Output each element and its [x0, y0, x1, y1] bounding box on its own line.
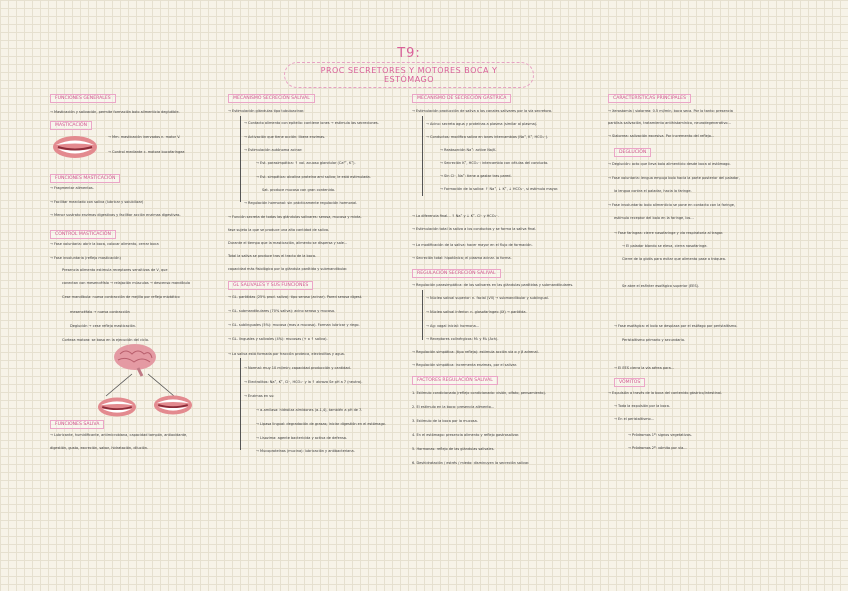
text-line: → Fase voluntaria: abrir la boca, colocar alimento, cerrar boca [50, 242, 159, 246]
heading-caracteristicas: CARACTERÍSTICAS PRINCIPALES [608, 94, 691, 103]
text-line: → Normal: muy 10 ml/min; capacidad producción y cantidad. [244, 366, 351, 370]
heading-factores-regulacion: FACTORES REGULACIÓN SALIVAL [412, 376, 498, 385]
text-line: → Mucoproteínas (mucina): lubricación y antibacteriana. [256, 449, 355, 453]
heading-funciones-saliva: FUNCIONES SALIVA [50, 420, 104, 429]
text-line: → Fase voluntaria: lengua empuja bolo hacia la parte posterior del paladar, [608, 176, 740, 180]
text-line: → GL. parótidas (25% prod. saliva): tipo seroso (acinar). Pared serosa digest. [228, 295, 363, 299]
text-line: → Secreción K⁺, HCO₃⁻: intercambio con células del conducto. [440, 161, 549, 165]
text-line: → Pródromos 1º: signos vegetativos. [628, 433, 692, 437]
text-line: → Regulación parasimpática: de los salivares en las glándulas parótidas y submandibulares. [412, 283, 574, 287]
bracket-line [422, 290, 423, 340]
text-line: → Receptores colinérgicos: M₁ y M₃ (Ach). [426, 337, 499, 341]
text-line: → Control mediante c. motora bucofaríngea [108, 150, 185, 154]
text-line: → Toda la expulsión por la boca. [614, 404, 670, 408]
text-line: → Función secreta de todas las glándulas salivares: serosa, mucosa y mixta. [228, 215, 362, 219]
text-line: → Formación de la saliva: ↑ Na⁺, ↓ K⁺, ↓ HCO₃⁻, si estímulo mayor. [440, 187, 559, 191]
text-line: → El EES cierra la vía aérea para... [614, 366, 675, 370]
title-block [284, 46, 534, 88]
heading-vomitos: VÓMITOS [614, 378, 645, 387]
text-line: → Est. parasimpática: ↑ vol. acuoso glandular (Ca²⁺, K⁺). [256, 161, 356, 165]
text-line: → Mm. masticación inervados n. motor V. [108, 135, 181, 139]
text-line: → Fragmentar alimentos. [50, 186, 94, 190]
text-line: 3. Estímulo de la boca por la mucosa. [412, 419, 478, 423]
text-line: → Ag: vagal inicial: hormona... [426, 324, 480, 328]
text-line: → Activación que tiene acción: libera enzimas. [244, 135, 326, 139]
heading-deglucion: DEGLUCIÓN [614, 148, 651, 157]
text-line: → Deglución: acto que lleva bolo alimenticio desde boca al estómago. [608, 162, 731, 166]
text-line: 6. Deshidratación / estrés / miedo: disminuyen la secreción salivar. [412, 461, 530, 465]
text-line: → Lisozima: agente bactericida y activa de defensa. [256, 436, 348, 440]
heading-mecanismo-secrecion: MECANISMO SECRECIÓN SALIVAL [228, 94, 315, 103]
text-line: → Acino: secreta agua y proteínas a plasma (similar al plasma). [426, 122, 538, 126]
text-line: Corteza motora: se basa en la ejecución del ciclo. [62, 338, 150, 342]
title-number: T9: [397, 46, 421, 61]
page-title: PROC SECRETORES Y MOTORES BOCA Y ESTÓMAGO [284, 62, 534, 88]
text-line: → GL. linguales y salivales (4%): mucosas (+ o ↑ saliva). [228, 337, 328, 341]
text-line: → Regulación simpática: (tipo refleja): estimula acción vía α y β adrenal. [412, 350, 539, 354]
text-line: → Electrolitos: Na⁺, K⁺, Cl⁻, HCO₃⁻ y la ↑ abraza Se pH a 7 (neutro). [244, 380, 363, 384]
bracket-line [240, 358, 241, 450]
text-line: mesencéfalo → nueva contracción [70, 310, 130, 314]
text-line: → En el peristaltismo... [614, 417, 654, 421]
text-line: → La diferencia final... ↑ Na⁺ y ↓ K⁺. Cl⁻ y HCO₃⁻. [412, 214, 499, 218]
text-line: → Fase involuntaria: bolo alimenticio se pone en contacto con la faringe, [608, 203, 735, 207]
text-line: → Regulación hormonal: sin prácticamente regulación hormonal. [244, 201, 358, 205]
text-line: estímulo receptor del bolo en la faringe, los... [614, 216, 694, 220]
text-line: conectan con mesencéfalo → relajación músculos → descenso mandíbula [62, 281, 190, 285]
heading-control-masticacion: CONTROL MASTICACIÓN [50, 230, 116, 239]
text-line: → Xerostomía / sialorrea: 0.5 ml/min, boca seca. Por lo tanto: presencia [608, 109, 733, 113]
text-line: Total la saliva se produce tras el tracto de la boca. [228, 254, 317, 258]
mouth-illustration-icon [152, 392, 194, 418]
text-line: → Fase involuntaria (reflejo masticación) [50, 256, 121, 260]
text-line: → La modificación de la saliva: hacer mayor en el flujo de formación. [412, 243, 533, 247]
text-line: → Est. simpática: alcalina proteína ami saliva; le está estimulada. [256, 175, 371, 179]
text-line: Sat. produce mucosa con gran contenido. [262, 188, 336, 192]
text-line: Durante el tiempo que la masticación, alimento se dispersa y sale... [228, 241, 348, 245]
text-line: → La saliva está formada por fracción proteica, electrolitos y agua. [228, 352, 345, 356]
heading-glandulas-salivales: GL SALIVALES Y SUS FUNCIONES [228, 281, 313, 290]
text-line: Presencia alimento estimula receptores sensitivos de V, que [62, 268, 168, 272]
text-line: → Lubricante, humidificante, antimicrobiana, capacidad tampón, antioxidante, [50, 433, 188, 437]
heading-regulacion-secrecion: REGULACIÓN SECRECIÓN SALIVAL [412, 269, 501, 278]
text-line: 1. Estímulo condicionado (reflejo condicionado: visión, olfato, pensamiento). [412, 391, 546, 395]
text-line: → Pródromos 2º: vómito por vía... [628, 446, 687, 450]
text-line: fase sujeto la que se produce una alta cantidad de saliva. [228, 228, 330, 232]
heading-funciones-generales: FUNCIONES GENERALES [50, 94, 116, 103]
text-line: → Facilitar mezclado con saliva (lubricar y solubilizar) [50, 200, 144, 204]
heading-mecanismo-gastrico: MECANISMO DE SECRECIÓN GÁSTRICA [412, 94, 511, 103]
text-line: → α-amilasa: hidroliza almidones (α-1,4), también a pH de 7. [256, 408, 363, 412]
text-line: → Estimulación total la saliva a los conductos y se forma la saliva final. [412, 227, 537, 231]
text-line: Se abre el esfínter esofágico superior (EES). [622, 284, 700, 288]
text-line: 5. Hormonas: reflejo de las glándulas salivales. [412, 447, 495, 451]
text-line: → El paladar blando se eleva, cierra nasofaringe. [622, 244, 708, 248]
text-line: Deglución → cese reflejo masticación. [70, 324, 137, 328]
text-line: 2. El estímulo en la boca: presencia alimento... [412, 405, 495, 409]
text-line: → Núcleo salival inferior: n. glosofaríngeo (IX) → parótida. [426, 310, 527, 314]
text-line: → Fase faríngea: cierre nasofaringe y vía respiratoria al tragar. [614, 231, 724, 235]
heading-masticacion: MASTICACIÓN [50, 121, 92, 130]
text-line: Cese mandíbula: nueva contracción de mejilla por reflejo miotático [62, 295, 180, 299]
text-line: Peristaltismo primario y secundario. [622, 338, 686, 342]
mouth-illustration-icon [52, 132, 98, 162]
text-line: parálisis salivación, tratamiento antihistamínico, neurodegenerativo... [608, 121, 731, 125]
text-line: → Estimulación autónoma acinar: [244, 148, 303, 152]
text-line: → GL. sublinguales (5%): mucosa (mas a mucoso). Forman lubricar y riego. [228, 323, 360, 327]
text-line: la lengua contra el paladar, hacia la faringe. [614, 189, 692, 193]
text-line: → Núcleo salival superior: n. facial (VII) → submandibular y sublingual. [426, 296, 549, 300]
text-line: 4. En el estómago: presencia alimento y reflejo gastrosalivar. [412, 433, 520, 437]
text-line: → Sin Cl⁻, Na⁺: tiene a gastar tras pared. [440, 174, 512, 178]
text-line: digestión, gusto, excreción, sabor, hidratación, dilución. [50, 446, 149, 450]
text-line: → Regulación simpática: incrementa enzimas, por el salivar. [412, 363, 518, 367]
text-line: Cierre de la glotis para evitar que alimento pase a tráquea. [622, 257, 726, 261]
text-line: → Estimulación glándulas tipo tubuloacinar. [228, 109, 305, 113]
text-line: → Estimulación producción de saliva a los canales salivares por la vía secretora. [412, 109, 553, 113]
mouth-illustration-icon [96, 394, 138, 420]
text-line: capacidad más fisiológica por la glándula parótida y submandibular. [228, 267, 348, 271]
text-line: → Sialorrea: salivación excesiva. Por incremento del reflejo... [608, 134, 715, 138]
text-line: → Expulsión a través de la boca del contenido gástrico/intestinal. [608, 391, 723, 395]
heading-funciones-masticacion: FUNCIONES MASTICACIÓN [50, 174, 120, 183]
text-line: → Fase esofágica: el bolo se desplaza por el esófago por peristaltismo. [614, 324, 738, 328]
text-line: → Lipasa lingual: degradación de grasas; iniciar digestión en el estómago. [256, 422, 386, 426]
text-line: → Contacto alimento con epitelio: contiene iones → estimula las secreciones. [244, 121, 379, 125]
text-line: → Reabsorción Na⁺: active Na/K. [440, 148, 497, 152]
text-line: → Secreción total: hipotónica; el plasma acinar. la forma. [412, 256, 512, 260]
text-line: → GL. submandibulares (70% saliva): acino seroso y mucoso. [228, 309, 336, 313]
text-line: → Enzimas en su: [244, 394, 275, 398]
text-line: → Masticación y salivación, permite formación bolo alimenticio deglutible. [50, 110, 180, 114]
text-line: → Conductos: modifica saliva en iones intercambios (Na⁺, K⁺, HCO₃⁻). [426, 135, 549, 139]
bracket-line [422, 116, 423, 196]
text-line: → Menor sustrato enzimas digestivas y facilitar acción enzimas digestivas. [50, 213, 181, 217]
bracket-line [240, 116, 241, 202]
